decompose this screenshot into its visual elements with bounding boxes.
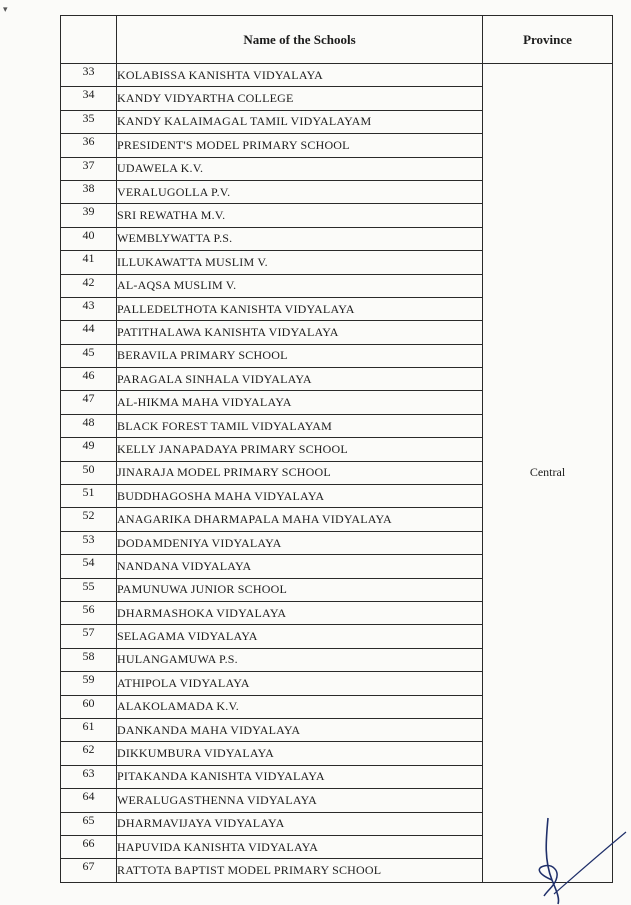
province-value: Central (529, 465, 566, 480)
school-name: PAMUNUWA JUNIOR SCHOOL (117, 578, 483, 601)
row-number: 36 (61, 134, 117, 157)
school-name: VERALUGOLLA P.V. (117, 180, 483, 203)
row-number: 33 (61, 64, 117, 87)
row-number: 34 (61, 87, 117, 110)
school-name: ANAGARIKA DHARMAPALA MAHA VIDYALAYA (117, 508, 483, 531)
row-number: 53 (61, 531, 117, 554)
row-number: 41 (61, 251, 117, 274)
row-number: 38 (61, 180, 117, 203)
row-number: 59 (61, 672, 117, 695)
school-name: WERALUGASTHENNA VIDYALAYA (117, 789, 483, 812)
row-number: 40 (61, 227, 117, 250)
table-row (61, 64, 613, 87)
school-name: HULANGAMUWA P.S. (117, 648, 483, 671)
school-name: DODAMDENIYA VIDYALAYA (117, 531, 483, 554)
school-name: BLACK FOREST TAMIL VIDYALAYAM (117, 414, 483, 437)
school-name: KANDY KALAIMAGAL TAMIL VIDYALAYAM (117, 110, 483, 133)
row-number: 45 (61, 344, 117, 367)
school-name: RATTOTA BAPTIST MODEL PRIMARY SCHOOL (117, 859, 483, 882)
school-name: UDAWELA K.V. (117, 157, 483, 180)
school-name: JINARAJA MODEL PRIMARY SCHOOL (117, 461, 483, 484)
row-number: 44 (61, 321, 117, 344)
school-name: SELAGAMA VIDYALAYA (117, 625, 483, 648)
row-number: 58 (61, 648, 117, 671)
school-name: AL-HIKMA MAHA VIDYALAYA (117, 391, 483, 414)
row-number: 51 (61, 485, 117, 508)
school-name: DIKKUMBURA VIDYALAYA (117, 742, 483, 765)
school-name: DANKANDA MAHA VIDYALAYA (117, 718, 483, 741)
row-number: 66 (61, 835, 117, 858)
header-province: Province (483, 16, 613, 64)
school-name: PARAGALA SINHALA VIDYALAYA (117, 368, 483, 391)
row-number: 43 (61, 297, 117, 320)
school-name: SRI REWATHA M.V. (117, 204, 483, 227)
schools-table (60, 15, 613, 883)
row-number: 56 (61, 601, 117, 624)
school-name: KANDY VIDYARTHA COLLEGE (117, 87, 483, 110)
school-name: PATITHALAWA KANISHTA VIDYALAYA (117, 321, 483, 344)
row-number: 37 (61, 157, 117, 180)
school-name: KELLY JANAPADAYA PRIMARY SCHOOL (117, 438, 483, 461)
school-name: ATHIPOLA VIDYALAYA (117, 672, 483, 695)
table-body (61, 64, 613, 883)
school-name: HAPUVIDA KANISHTA VIDYALAYA (117, 835, 483, 858)
table-header-row (61, 16, 613, 64)
row-number: 54 (61, 555, 117, 578)
row-number: 48 (61, 414, 117, 437)
school-name: DHARMAVIJAYA VIDYALAYA (117, 812, 483, 835)
row-number: 57 (61, 625, 117, 648)
school-name: PITAKANDA KANISHTA VIDYALAYA (117, 765, 483, 788)
row-number: 60 (61, 695, 117, 718)
school-name: PALLEDELTHOTA KANISHTA VIDYALAYA (117, 297, 483, 320)
row-number: 55 (61, 578, 117, 601)
row-number: 50 (61, 461, 117, 484)
school-name: DHARMASHOKA VIDYALAYA (117, 601, 483, 624)
province-cell (483, 64, 613, 883)
school-name: ILLUKAWATTA MUSLIM V. (117, 251, 483, 274)
header-number (61, 16, 117, 64)
school-name: KOLABISSA KANISHTA VIDYALAYA (117, 64, 483, 87)
row-number: 67 (61, 859, 117, 882)
row-number: 49 (61, 438, 117, 461)
school-name: AL-AQSA MUSLIM V. (117, 274, 483, 297)
school-name: ALAKOLAMADA K.V. (117, 695, 483, 718)
row-number: 39 (61, 204, 117, 227)
row-number: 52 (61, 508, 117, 531)
row-number: 61 (61, 718, 117, 741)
row-number: 65 (61, 812, 117, 835)
row-number: 46 (61, 368, 117, 391)
corner-mark: ▾ (3, 4, 8, 14)
school-name: WEMBLYWATTA P.S. (117, 227, 483, 250)
school-name: BUDDHAGOSHA MAHA VIDYALAYA (117, 485, 483, 508)
row-number: 64 (61, 789, 117, 812)
header-school-name: Name of the Schools (117, 16, 483, 64)
row-number: 35 (61, 110, 117, 133)
school-name: NANDANA VIDYALAYA (117, 555, 483, 578)
school-name: PRESIDENT'S MODEL PRIMARY SCHOOL (117, 134, 483, 157)
row-number: 47 (61, 391, 117, 414)
row-number: 62 (61, 742, 117, 765)
school-name: BERAVILA PRIMARY SCHOOL (117, 344, 483, 367)
row-number: 63 (61, 765, 117, 788)
signature-icon (530, 810, 631, 905)
row-number: 42 (61, 274, 117, 297)
